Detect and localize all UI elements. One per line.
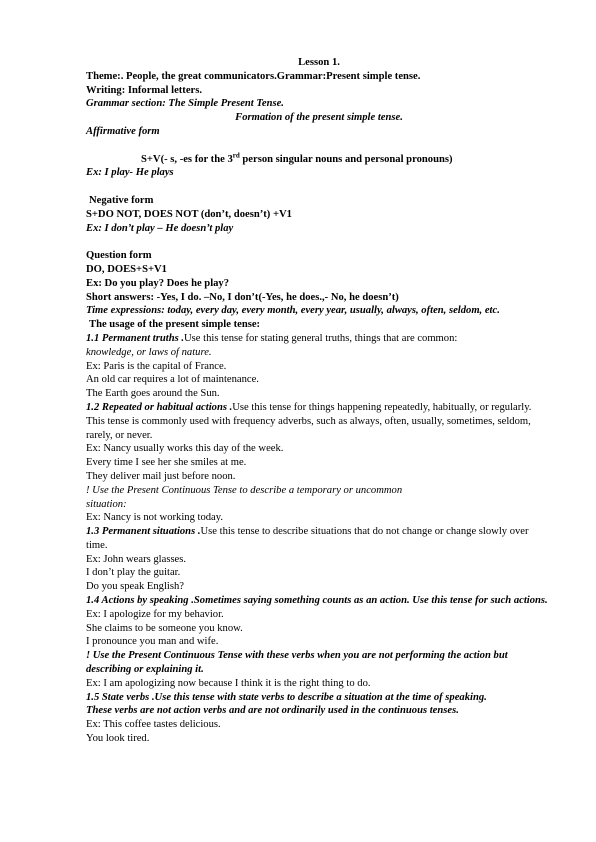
- section-1-1: [86, 332, 552, 346]
- affirmative-formula-pre: S+V(- s, -es for the 3: [141, 153, 233, 165]
- affirmative-formula: [86, 153, 552, 167]
- section-1-3-example-1: Ex: John wears glasses.: [86, 553, 187, 565]
- theme-line: Theme:. People, the great communicators.Grammar:Present simple tense.: [86, 70, 421, 82]
- negative-formula: S+DO NOT, DOES NOT (don’t, doesn’t) +V1: [86, 208, 292, 220]
- section-1-1-title: 1.1 Permanent truths .: [86, 332, 185, 344]
- question-example: Ex: Do you play? Does he play?: [86, 277, 230, 289]
- grammar-section-heading: Grammar section: The Simple Present Tense.: [86, 98, 284, 110]
- section-1-3-example-3: Do you speak English?: [86, 581, 184, 593]
- section-1-2-example-4: Ex: Nancy is not working today.: [86, 512, 224, 524]
- section-1-5-example-2: You look tired.: [86, 733, 150, 745]
- question-formula: DO, DOES+S+V1: [86, 263, 167, 275]
- section-1-2-text: Use this tense for things happening repeatedly, habitually, or regularly. This tense is commonly used with frequency adverbs, such as always, often, usually, sometimes, seldom, rarely, or never.: [86, 401, 532, 441]
- section-1-4: 1.4 Actions by speaking .Sometimes saying something counts as an action. Use this tense for such actions.: [86, 595, 548, 607]
- section-1-2-note-1: ! Use the Present Continuous Tense to describe a temporary or uncommon: [86, 484, 403, 496]
- section-1-3: [86, 525, 552, 553]
- section-1-5-example-1: Ex: This coffee tastes delicious.: [86, 719, 221, 731]
- section-1-3-text: Use this tense to describe situations that do not change or change slowly over time.: [86, 526, 529, 551]
- section-1-1-italic: knowledge, or laws of nature.: [86, 346, 212, 358]
- spacer: [86, 139, 552, 153]
- section-1-2-title: 1.2 Repeated or habitual actions .: [86, 401, 233, 413]
- section-1-4-example-2: She claims to be someone you know.: [86, 622, 243, 634]
- negative-example: Ex: I don’t play – He doesn’t play: [86, 222, 234, 234]
- section-1-2-example-2: Every time I see her she smiles at me.: [86, 457, 247, 469]
- section-1-1-text: Use this tense for stating general truths, things that are common:: [184, 332, 458, 344]
- spacer: [86, 180, 552, 194]
- negative-heading: Negative form: [89, 194, 154, 206]
- section-1-2: [86, 401, 552, 442]
- document-page: [86, 56, 552, 746]
- lesson-title: Lesson 1.: [298, 57, 340, 68]
- section-1-4-example-4: Ex: I am apologizing now because I think it is the right thing to do.: [86, 677, 371, 689]
- affirmative-formula-post: person singular nouns and personal pronouns): [239, 153, 453, 165]
- affirmative-example: Ex: I play- He plays: [86, 167, 174, 179]
- affirmative-heading: Affirmative form: [86, 125, 160, 137]
- short-answers: Short answers: -Yes, I do. –No, I don’t(-Yes, he does.,- No, he doesn’t): [86, 291, 399, 303]
- formation-heading: Formation of the present simple tense.: [235, 112, 403, 124]
- section-1-1-example-1: Ex: Paris is the capital of France.: [86, 360, 227, 372]
- writing-line: Writing: Informal letters.: [86, 84, 203, 96]
- section-1-1-example-2: An old car requires a lot of maintenance.: [86, 374, 259, 386]
- question-heading: Question form: [86, 250, 152, 262]
- section-1-4-example-1: Ex: I apologize for my behavior.: [86, 608, 224, 620]
- section-1-5-line-2: These verbs are not action verbs and are not ordinarily used in the continuous tenses.: [86, 705, 459, 717]
- section-1-3-example-2: I don’t play the guitar.: [86, 567, 181, 579]
- section-1-2-example-1: Ex: Nancy usually works this day of the week.: [86, 443, 284, 455]
- section-1-3-title: 1.3 Permanent situations .: [86, 526, 201, 538]
- section-1-2-note-2: situation:: [86, 498, 127, 510]
- section-1-2-example-3: They deliver mail just before noon.: [86, 470, 236, 482]
- section-1-5: 1.5 State verbs .Use this tense with state verbs to describe a situation at the time of speaking.: [86, 691, 487, 703]
- affirmative-formula-sup: rd: [232, 151, 240, 160]
- section-1-1-example-3: The Earth goes around the Sun.: [86, 388, 220, 400]
- time-expressions: Time expressions: today, every day, every month, every year, usually, always, often, seldom, etc.: [86, 305, 500, 317]
- section-1-4-note: ! Use the Present Continuous Tense with these verbs when you are not performing the action but describing or explaining it.: [86, 650, 508, 676]
- spacer: [86, 235, 552, 249]
- section-1-4-example-3: I pronounce you man and wife.: [86, 636, 219, 648]
- usage-heading: The usage of the present simple tense:: [89, 319, 261, 331]
